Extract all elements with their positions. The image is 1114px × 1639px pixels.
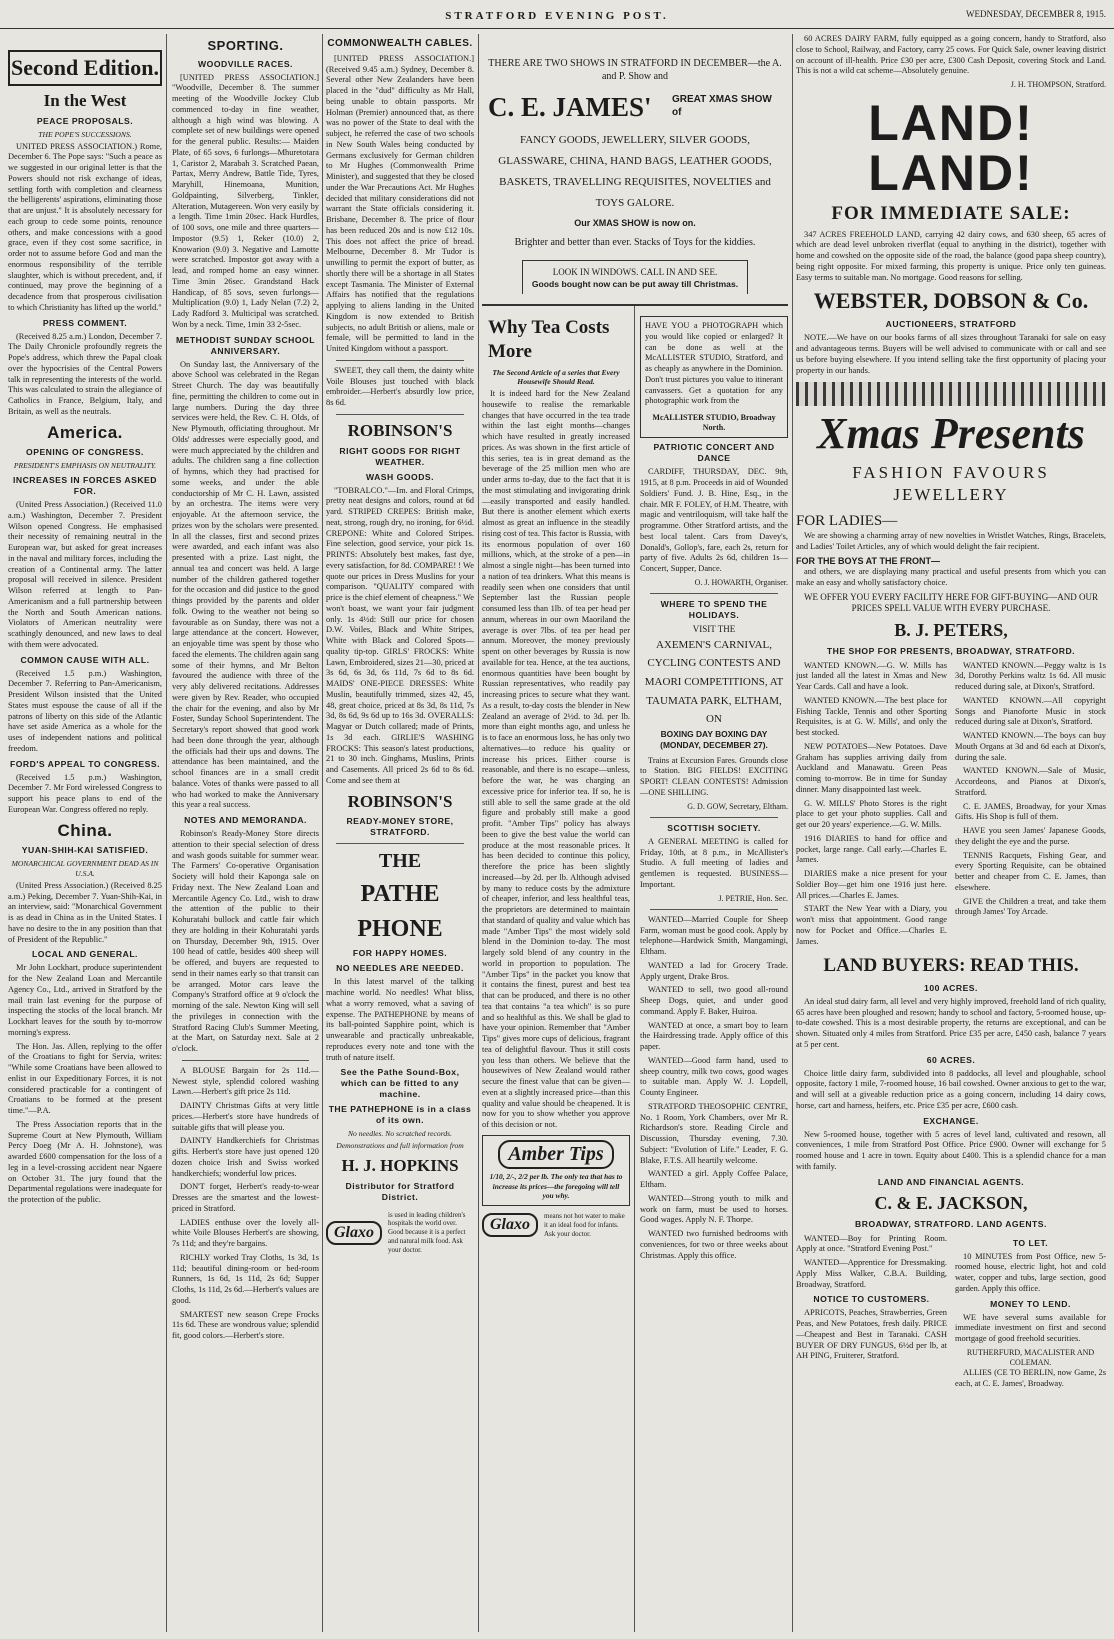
yuan-subheading: MONARCHICAL GOVERNMENT DEAD AS IN U.S.A. — [11, 859, 159, 879]
local-heading: LOCAL AND GENERAL. — [32, 949, 138, 960]
james-ad — [482, 34, 788, 294]
wanted-bedrooms: WANTED two furnished bedrooms with conveniences, for two or three weeks about Christmas. Apply this office. — [640, 1229, 788, 1260]
pathe-heading-2: PATHE — [360, 880, 440, 907]
local-article-3: The Press Association reports that in the Supreme Court at New Plymouth, William Percy Doeg (Mr A. H. Johnstone), was awarded £600 compensation for the loss of a leg in a level-crossing accident near Ngaere on October 31. The jury found that the Departmental regulations were inadequate for the protection of the public. — [8, 1119, 162, 1205]
herbert-ad-crepe: SMARTEST new season Crepe Frocks 11s 6d. These are wondrous value; splendid fit, good colors.—Herbert's store. — [172, 1309, 319, 1341]
note-body: NOTE.—We have on our books farms of all sizes throughout Taranaki for sale on easy and advantageous terms. Buyers will be well advised to communicate with or call and see us before buying elsewhere. If you intend selling take the first opportunity of placing your property in our hands. — [796, 333, 1106, 375]
scottish-heading: SCOTTISH SOCIETY. — [667, 822, 761, 833]
webster-dobson: WEBSTER, DOBSON & Co. — [813, 288, 1089, 314]
immediate-sale: FOR IMMEDIATE SALE: — [831, 203, 1071, 225]
cause-article: (Received 1.5 p.m.) Washington, December 7. Referring to Pan-Americanism, President Wilson insisted that the United States must espouse the cause of all if the patrons of liberty on this side of the Atlantic have set aside America as a whole for the uses of independent nations and political freedom. — [8, 668, 162, 753]
peace-heading: PEACE PROPOSALS. — [36, 115, 134, 126]
acres-60-body: Choice little dairy farm, subdivided into 8 paddocks, all level and ploughable, school opposite, factory 1 mile, 7-roomed house, 16 bail cowshed. Owner anxious to get to the war, and will sell at a giveable reduction price as a going concern, including 14 dairy cows, horse, cart and harness, heifers, etc. Price £35 per acre, £600 cash. — [796, 1068, 1106, 1110]
dixon-waltz: WANTED KNOWN.—Peggy waltz is 1s 3d, Dorothy Perkins waltz 1s 6d. All music reduced during sale, at Dixon's, Stratford. — [955, 660, 1106, 692]
trains-body: Trains at Excursion Fares. Grounds close to Station. BIG FIELDS! EXCITING SPORT! CLEAN CONTESTS! Admission—ONE SHILLING. — [640, 755, 788, 797]
tea-heading: Why Tea Costs More — [488, 317, 610, 363]
small-ads-grid — [796, 661, 1106, 951]
press-article: (Received 8.25 a.m.) London, December 7. The Daily Chronicle profoundly regrets the Pope's address, which threw the Papal cloak over the hypocrisies of the Central Powers talk in representing the interests of the world. This was calculated to strain the allegiance of Catholics in France, Belgium, Italy, and Britain, as well as the neutrals. — [8, 331, 162, 416]
local-article-1: Mr John Lockhart, produce superintendent for the New Zealand Loan and Mercantile Agency Co., Ltd., arrived in Stratford by the mail train last evening for the purpose of inspecting the stocks of the local branch. Mr Lockhart leaves for the south by to-morrow morning's express. — [8, 963, 162, 1037]
holidays-heading: WHERE TO SPEND THE HOLIDAYS. — [660, 599, 768, 621]
pathe-heading-1: THE — [378, 850, 422, 873]
mills-cards: WANTED KNOWN.—G. W. Mills has just landed all the latest in Xmas and New Year Cards. Call and have a look. — [796, 660, 947, 692]
dixon-mouth-organs: WANTED KNOWN.—The boys can buy Mouth Organs at 3d and 6d each at Dixon's, during the sale. — [955, 731, 1106, 762]
wanted-apprentice: WANTED—Apprentice for Dressmaking. Apply Miss Walker, C.B.A. Building, Broadway, Stratford. — [796, 1258, 947, 1289]
wanted-dogs: WANTED to sell, two good all-round Sheep Dogs, quiet, and under good command. Apply F. Baker, Huiroa. — [640, 985, 788, 1016]
robinsons-heading: ROBINSON'S — [347, 420, 453, 440]
divider — [482, 304, 788, 306]
forces-heading: INCREASES IN FORCES ASKED FOR. — [13, 475, 157, 497]
herbert-ad-christmas: DAINTY Christmas Gifts at very little prices.—Herbert's store have hundreds of suitable gifts that will please you. — [172, 1101, 319, 1132]
concert-body: CARDIFF, THURSDAY, DEC. 9th, 1915, at 8 p.m. Proceeds in aid of Wounded Soldiers' Fund. J. B. Hine, Esq., in the chair. MR F. FOLEY, of H.M. Theatre, with magic and ventriloquism, will take half the programme. Other Stratford artists, and the best local talent. Cars from Davey's, Donald's, Gollop's, fare, each 2s, return for party of five. Adults 2s 6d, children 1s—Concert, Supper, Dance. — [640, 467, 788, 574]
small-ads-left — [796, 661, 947, 951]
carnival-title: AXEMEN'S CARNIVAL, CYCLING CONTESTS AND MAORI COMPETITIONS, AT TAUMATA PARK, ELTHAM, ON — [644, 638, 784, 726]
xmas-show-now: Our XMAS SHOW is now on. — [574, 217, 696, 228]
methodist-heading: METHODIST SUNDAY SCHOOL ANNIVERSARY. — [176, 334, 315, 356]
herbert-ad-blouse: A BLOUSE Bargain for 2s 11d.—Newest style, splendid colored washing Lawn.—Herbert's gift price 2s 11d. — [172, 1065, 319, 1097]
xmas-presents-title: Xmas Presents — [817, 409, 1085, 459]
amber-tips-logo: Amber Tips — [498, 1140, 613, 1170]
congress-article: (United Press Association.) (Received 11.0 a.m.) Washington, December 7. President Wilson opened Congress. He emphasised their necessity of remaining neutral in the European war, but asked for great increases in the naval and military forces, including the creation of a Continental army. The latter proposal will received in silence. President Wilson referred at length to Pan-Americanism and a full partnership between the North and South American nations. Violators of American neutrality were scathingly denounced, and new laws to deal with them were advocated. — [8, 500, 162, 649]
herbert-ad-dresses: DON'T forget, Herbert's ready-to-wear Dresses are the smartest and the lowest-priced in Stratford. — [172, 1182, 319, 1213]
robinsons-heading-2: ROBINSON'S — [347, 791, 453, 811]
pathe-subheading: FOR HAPPY HOMES. — [352, 948, 448, 959]
pathe-heading-3: PHONE — [357, 915, 443, 942]
exchange-body: New 5-roomed house, together with 5 acres of level land, cultivated and resown, all conveniences, 1 mile from Stratford Post Office. Price £900. Owner will exchange for 5 roomed house and 1 acre in town. Equity about £400. This is a splendid chance for a man with family. — [796, 1129, 1106, 1171]
boys-heading: FOR THE BOYS AT THE FRONT— — [796, 555, 940, 566]
races-heading: WOODVILLE RACES. — [198, 58, 293, 69]
mills-photo: G. W. MILLS' Photo Stores is the right place to get your photo supplies. Call and get our 20 years' experience.—G. W. Mills. — [796, 798, 947, 830]
jackson-address: BROADWAY, STRATFORD. LAND AGENTS. — [855, 1218, 1047, 1229]
diaries-present: DIARIES make a nice present for your Soldier Boy—get him one 1916 just here. All prices.—Charles E. James. — [796, 869, 947, 900]
dixon-songs: WANTED KNOWN.—All copyright Songs and Pianoforte Music in stock reduced during sale at Dixon's, Stratford. — [955, 695, 1106, 727]
ford-article: (Received 1.5 p.m.) Washington, December 7. Mr Ford wirelessed Congress to support his peace plans to end of the European War. Congress offered no reply. — [8, 772, 162, 814]
notes-article: Robinson's Ready-Money Store directs attention to their special selection of dress and wash goods suitable for summer wear. The Farmers' Co-operative Organisation Society will hold their Kaponga sale on Friday next. The New Zealand Loan and Mercantile Agency Co. Ltd., wish to draw the attention of the public to their Kohuratahi bullock and cattle fair which they are holding in their Kohuratahi yards on Thursday, December 9th, 1915. Over 100 head of cattle, besides 400 sheep will be offered, and buyers are requested to send in their names early so that transit can be arranged. Motor cars leave the Company's Stratford office at 9 o'clock the morning of the sale. Newton King will sell the privileges in connection with the Stratford Racing Club's Summer Meeting, at the Mart, on Saturday next. Sale at 2 o'clock. — [172, 829, 319, 1054]
herbert-ad-voile: LADIES enthuse over the lovely all-white Voile Blouses Herbert's are showing, 7s 11d; and they're bargains. — [172, 1217, 319, 1249]
amber-tips-ad — [482, 1135, 630, 1206]
divider — [182, 1060, 309, 1061]
ah-ping-ad: APRICOTS, Peaches, Strawberries, Green Peas, and New Potatoes, fresh daily. PRICE—Cheapest and Best in Taranaki. CASH BUYER OF DRY FUNGUS, 6½d per lb, at AH PING, Fruiterer, Stratford. — [796, 1308, 947, 1361]
divider — [650, 593, 778, 594]
scottish-body: A GENERAL MEETING is called for Friday, 10th, at 8 p.m., in McAllister's Studio. A full meeting of ladies and gentlemen is requested. BUSINESS—Important. — [640, 836, 788, 889]
put-away-line: Goods bought now can be put away till Christmas. — [531, 278, 739, 289]
no-needles-heading: NO NEEDLES ARE NEEDED. — [336, 963, 464, 974]
look-line: LOOK IN WINDOWS. CALL IN AND SEE. — [552, 267, 718, 278]
bottom-ads-grid — [796, 1234, 1106, 1393]
scottish-signature: J. PETRIE, Hon. Sec. — [718, 893, 788, 903]
ford-heading: FORD'S APPEAL TO CONGRESS. — [9, 758, 161, 769]
peace-subheading: THE POPE'S SUCCESSIONS. — [38, 129, 132, 139]
robinsons-subheading: RIGHT GOODS FOR RIGHT WEATHER. — [339, 445, 461, 467]
james-title-row — [488, 90, 782, 125]
money-signature: RUTHERFURD, MACALISTER AND COLEMAN. — [966, 1347, 1095, 1368]
wanted-printing-boy: WANTED—Boy for Printing Room. Apply at once. "Stratford Evening Post." — [796, 1233, 947, 1254]
bottom-ads-right — [955, 1234, 1106, 1393]
sweet-ad: SWEET, they call them, the dainty white Voile Blouses just touched with black embroider.—Herbert's absurdly low price, 8s 6d. — [326, 365, 474, 408]
wash-goods-heading: WASH GOODS. — [365, 471, 435, 482]
no-scratched-line: No needles. No scratched records. — [347, 1129, 453, 1139]
great-xmas-show: GREAT XMAS SHOW of — [672, 94, 772, 118]
cause-heading: COMMON CAUSE WITH ALL. — [20, 654, 150, 665]
glaxo-ad-text: is used in leading children's hospitals the world over. Good because it is a perfect and natural milk food. Ask your doctor. — [388, 1210, 466, 1255]
acres-100-heading: 100 ACRES. — [924, 982, 978, 993]
divider — [336, 414, 464, 415]
yuan-heading: YUAN-SHIH-KAI SATISFIED. — [21, 845, 149, 856]
herbert-ad-tray-cloths: RICHLY worked Tray Cloths, 1s 3d, 1s 11d; beautiful dining-room or bed-room Runners, 1s 6d, 1s 11d, 2s 6d; Supper Cloths, 1s 11d, 2s 6d.—Herbert's values are good. — [172, 1252, 319, 1305]
holly-banner — [796, 382, 1106, 406]
peace-article: UNITED PRESS ASSOCIATION.) Rome, December 6. The Pope says: "Such a peace as we suggested in our original letter is that the Powers should not risk exchange of ideas, settling forth with completion and clearness the belligerents' aspirations, eliminating those that are unjust." It is absolutely necessary for each group to cede some points, renounce others, and make concessions with a good grace, even if they cost some sacrifice, in order not to assume before God and man the enormous responsibility of the terrible slaughter, which is without precedent, and, if continued, may prove the beginning of a decadence from that prosperous civilisation to which Christianity has lifted up the world." — [8, 141, 162, 312]
bottom-ads-left — [796, 1234, 947, 1393]
land-buyers-heading: LAND BUYERS: READ THIS. — [823, 955, 1079, 977]
photo-ad — [640, 316, 788, 438]
dairy-farm-ad: 60 ACRES DAIRY FARM, fully equipped as a going concern, handy to Stratford, also close to School, Railway, and Factory, carry 25 cows. For Quick Sale, owner leaving district on account of ill-health. Price £30 per acre, £300 Cash Deposit, covering Stock and Land. This is not a wild cat scheme—Absolutely genuine. — [796, 34, 1106, 76]
column-rule — [792, 34, 793, 1632]
column-1 — [8, 34, 162, 1632]
land-body: 347 ACRES FREEHOLD LAND, carrying 42 dairy cows, and 630 sheep, 65 acres of which are dead level unbroken riverflat (equal to anything in the district), together with home and cowshed on the opposite side of the road, the balance (good papa sheep country), being right opposite. For mixed farming, this property is unique. Price only ten guineas. Easy terms to suitable man. No mortgage. Good reasons for selling. — [796, 229, 1106, 282]
boxing-day: BOXING DAY BOXING DAY (MONDAY, DECEMBER 27). — [660, 729, 768, 750]
column-4 — [482, 312, 630, 1632]
dixon-sale: WANTED KNOWN.—Sale of Music, Accordeons, and Pianos at Dixon's, Stratford. — [955, 766, 1106, 797]
wanted-couple: WANTED—Married Couple for Sheep Farm, woman must be good cook. Apply by telephone—Hardwick Smith, Mangamingi, Eltham. — [640, 914, 788, 957]
sporting-heading: SPORTING. — [207, 38, 284, 53]
yuan-article: (United Press Association.) (Received 8.25 a.m.) Peking, December 7. Yuan-Shih-Kai, in an interview, said: "Monarchical Government is as dead in China as in the United States. I have no desire to the in any position than that of President of the Republic." — [8, 880, 162, 944]
brighter-line: Brighter and better than ever. Stacks of Toys for the kiddies. — [514, 237, 756, 249]
in-the-west-heading: In the West — [43, 91, 127, 111]
divider — [650, 817, 778, 818]
dairy-signature: J. H. THOMPSON, Stratford. — [1010, 80, 1106, 89]
amber-tips-prices: 1/10, 2/-, 2/2 per lb. The only tea that has to increase its prices—the foregoing will tell you why. — [489, 1172, 623, 1201]
agents-heading: LAND AND FINANCIAL AGENTS. — [877, 1176, 1025, 1187]
congress-heading: OPENING OF CONGRESS. — [26, 447, 144, 458]
america-heading: America. — [47, 422, 123, 442]
offer-line: WE OFFER YOU EVERY FACILITY HERE FOR GIFT-BUYING—AND OUR PRICES SPELL VALUE WITH EVERY PURCHASE. — [803, 591, 1098, 614]
allies-game: ALLIES (CE TO BERLIN, now Game, 2s each, at C. E. James', Broadway. — [955, 1368, 1106, 1389]
fancy-goods-list: FANCY GOODS, JEWELLERY, SILVER GOODS, GLASSWARE, CHINA, HAND BAGS, LEATHER GOODS, BASKETS, TRAVELLING REQUISITES, NOVELTIES and TOYS GALORE. — [498, 134, 772, 209]
new-potatoes: NEW POTATOES—New Potatoes. Dave Graham has supplies arriving daily from Auckland and Manawatu. Green Peas coming to-morrow. Be in time for Sunday dinner. Many disappointed last week. — [796, 741, 947, 794]
auctioneers: AUCTIONEERS, STRATFORD — [885, 319, 1017, 330]
hopkins-name: H. J. HOPKINS — [341, 1155, 459, 1175]
tennis-racquets: TENNIS Racquets, Fishing Gear, and every Sporting Requisite, can be obtained better and cheaper from C. E. James, than elsewhere. — [955, 850, 1106, 892]
ladies-body: We are showing a charming array of new novelties in Wristlet Watches, Rings, Bracelets, and Ladies' Toilet Articles, any of which would delight the fair recipient. — [796, 531, 1106, 551]
concert-heading: PATRIOTIC CONCERT AND DANCE — [653, 442, 775, 464]
notes-heading: NOTES AND MEMORANDA. — [184, 815, 307, 826]
races-article: [UNITED PRESS ASSOCIATION.] "Woodville, December 8. The summer meeting of the Woodville Jockey Club commenced to-day in fine weather, although a high wind was blowing. A complete set of new buildings were opened for the general public. Results:— Maiden Plate, of 65 sovs, 6 furlongs—Mhuretotara 1, Caristor 2, Marabah 3. Scratched Paean, Partax, Merry Andrew, Battle Tide, Tyres, Maryhill, Hinemoana, Munition, Goldpainting, Silverberg, Tinkler, Alteration, Mutagereen. Won very easily by a length. Time 1min 20sec. Hack Hurdles, of 100 sovs, one mile and three quarters—Impostor (9.5) 1, Reker (10.0) 2, Knowarion (9.0) 3. Negative and Lamotte were scratched. Impostor got away with a lead, and romped home an easy winner. Time 3min 26sec. Grandstand Hack Handicap, of 85 sovs, seven furlongs—Multiplication (9.0) 1, Lady Nelan (7.2) 2, Lady Radford 3. Multicipal was scratched. Won by a neck. Time, 1min 33 2-5sec. — [172, 72, 319, 329]
glaxo-logo: Glaxo — [326, 1221, 382, 1245]
tea-article: It is indeed hard for the New Zealand housewife to realise the remarkable changes that have occurred in the tea trade within the last eight months—changes which have resulted in greatly increased prices. As was shown in the first article of this series, tea is in great demand as the beverage of the 25 million men who are under arms to-day, due to the fact that it is the most stimulating and invigorating drink—easily transported and easily handled. But there is another element which exerts almost as great an influence in the steadily rising cost of tea. This factor is Russia, with its enormous population of over 160 millions, which, at the stroke of a pen—in almost a single night—has been turned into a nation of tea drinkers. What this means is readily seen when one considers that until September last the Russian people consumed less than 1lb. of tea per head per annum, whereas in our own Maoriland the average is over 7lbs. of tea per head per annum. Moreover, the money previously spent on other beverages by Russia is now available for tea. Hence, at the tea auctions, enormous quantities have been bought by Russian representatives, who readily pay increasing prices to secure what they want. As a result, to-day costs the blender in New Zealand an average of 2½d. to 3d. per lb. more than eight months ago, and unless he is to face an enormous loss, he has only two alternatives—to reduce his quality or increase his prices. Either course is reasonable, and there is no escape—unless, before the war, he was charging an excessive price for inferior tea. If so, he is still able to sell the same grade at the old figure and probably still make a good profit. "Amber Tips" policy has always been to give the best value the world can produce at the most reasonable prices. It has been decided to continue this policy, therefore the price has been slightly increased—by 2d. per lb. Although advised by many to reduce costs by the admixture of cheaper, inferior, and less healthful teas, the proprietors are determined to maintain that standard of quality and value which has made "Amber Tips" the most widely sold blend in the Dominion to-day. The most largely sold blend of any country in the world in proportion to population. The "Amber Tips" in the packet you know that it contains the finest, purest and best tea that can be produced, and there is no other tea that contains "a tea which" is so pure and so healthful as this. We shall be glad to have your opinion. Remember that "Amber Tips" gives more cups of delicious, fragrant tea of delightful flavour. Thus it still costs you less than others. We believe that the housewives of New Zealand would rather secure the finest value that can be given—even at a slightly increased price—than this quality and value should be cheapened. It is now for you to show whether you approve of this decision or not. — [482, 389, 630, 1130]
column-6 — [796, 34, 1106, 1632]
divider — [650, 909, 778, 910]
boys-body: and others, we are displaying many practical and useful presents from which you can make an easy and wholly satisfactory choice. — [796, 567, 1106, 587]
divider — [336, 843, 464, 844]
divider — [336, 360, 464, 361]
wanted-youth: WANTED—Strong youth to milk and work on farm, must be used to horses. Good wages. Apply N. F. Thorpe. — [640, 1193, 788, 1225]
for-ladies-heading: FOR LADIES— — [796, 512, 898, 529]
small-ads-right — [955, 661, 1106, 951]
james-japanese: HAVE you seen James' Japanese Goods, they delight the eye and the purse. — [955, 826, 1106, 846]
column-rule — [166, 34, 167, 1632]
toy-arcade: GIVE the Children a treat, and take them through James' Toy Arcade. — [955, 896, 1106, 917]
column-rule — [322, 34, 323, 1632]
class-line: THE PATHEPHONE is in a class of its own. — [328, 1104, 472, 1126]
wanted-girl: WANTED a girl. Apply Coffee Palace, Eltham. — [640, 1169, 788, 1190]
column-3 — [326, 34, 474, 1632]
fashion-favours: FASHION FAVOURS — [852, 463, 1050, 483]
wanted-farm-hand: WANTED—Good farm hand, used to sheep country, milk two cows, good wages to suitable man. Apply W. J. Lopdell, County Engineer. — [640, 1055, 788, 1098]
column-rule — [478, 34, 479, 1632]
studio-name: McALLISTER STUDIO, Broadway North. — [652, 413, 776, 433]
masthead — [0, 0, 1114, 29]
jewellery-heading: JEWELLERY — [893, 485, 1009, 505]
demonstrations-line: Demonstrations and full information from — [336, 1141, 464, 1151]
look-box — [522, 260, 748, 294]
pathe-body: In this latest marvel of the talking machine world. No needles! What bliss, what a worry removed, what a saving of expense. The PATHEPHONE by means of its ball-pointed Sapphire point, which is unwearable and practically unbreakable, reproduces every note and tone with the truth of nature itself. — [326, 977, 474, 1062]
methodist-article: On Sunday last, the Anniversary of the above School was celebrated in the Regan Street Church. The day was beautifully fine, permitting the children to come out in large numbers. During the day three services were held, the Rev. C. H. Olds, of New Plymouth, officiating throughout. Mr Olds' addresses were especially good, and were much appreciated by the children and adults. The children sang a fine collection of hymns, which they had practised for some weeks, and under the able conductorship of Mr C. H. Lawn, assisted by an orchestra. The items were very enjoyable. At the afternoon service, the prizes won by the scholars were presented. In all the classes, first and second prizes were awarded, and each infant was also presented with a prize. Last night, the annual tea and concert was held. A large number of the children gathered together for the occasion and did justice to the good things provided by the parents and older folk. Owing to the weather not being so favourable as on Sunday, there was not a large attendance at the concert. However, an enjoyable time was spent by those who faced the elements. The children again sang some of their hymns, and Mr Belton favoured the audience with three of the very ably delivered recitations. Addresses were given by Rev. Reader, who occupied the chair for the evening, and also by Mr Foster, Sunday School Superintendent. The Secretary's report showed that good work had been done through the year, although the officials had their ups and downs. The attendance has been maintained, and the school finances are in a small credit balance. Votes of thanks were passed to all who had worked to make the Anniversary this year a real success. — [172, 359, 319, 810]
money-body: WE have several sums available for immediate investment on first and second mortgage of good freehold securities. — [955, 1312, 1106, 1344]
cables-article: [UNITED PRESS ASSOCIATION.] (Received 9.45 a.m.) Sydney, December 8. Several other New Zealanders have been placed in the "dud" difficulty as Mr Hall, being unable to obtain passports. Mr Holman (Premier) announced that, as there was no power of the State to deal with the subject, he referred the case of two schools in New South Wales being conducted by Germans exclusively for German children to Mr Hughes (Commonwealth Prime Minister), and suggested that they be closed under the War Precautions Act. Mr Hughes decided that military considerations did not warrant the State officials considering it. Brisbane, December 8. The price of flour has been reduced 20s and is now £12 10s. This does not affect the price of bread. Melbourne, December 8. Mr Tudor is unwilling to permit the export of butter, as shortly there will be a shortage in all States except Tasmania. The Minister of External Affairs has notified that the regulations applying to aliens landing in the United Kingdom is now extended to British subjects, no adult British or aliens, male or female, will be permitted to land in the United Kingdom without a passport. — [326, 53, 474, 354]
wanted-lad: WANTED a lad for Grocery Trade. Apply urgent, Drake Bros. — [640, 960, 788, 981]
column-2 — [172, 34, 319, 1632]
land-heading: LAND! LAND! — [868, 95, 1034, 202]
distributor-line: Distributor for Stratford District. — [345, 1180, 455, 1202]
exchange-heading: EXCHANGE. — [923, 1115, 979, 1126]
newspaper-title: STRATFORD EVENING POST. — [445, 10, 669, 22]
herbert-ad-handkerchiefs: DAINTY Handkerchiefs for Christmas gifts. Herbert's store have just opened 120 dozen choice Irish and Swiss worked handkerchiefs; wonderful low prices. — [172, 1136, 319, 1178]
sound-box-line: See the Pathe Sound-Box, which can be fitted to any machine. — [340, 1067, 460, 1100]
robinsons-ad-body: "TOBRALCO."—Im. and Floral Crimps, pretty neat designs and colors, round at 6d yard. STRIPED CREPES: British make, neat, strong, rough dry, no ironing, for 6½d. CREPONE: White and Colored Stripes. Fine selection, good service, your pick 1s. PRINTS: Absolutely best makes, fast dye, every satisfaction, for 8d. COMPARE! ! We quote our prices in Dress Muslins for your comparison. "QUALITY compared with price is the chief element of cheapness." We won't boast, we want your fair judgment only. 1s 4½d: Still our price for chosen D.W. Voiles, Black and White Stripes, White with Black and Colored Spots—quality tip-top. GIRLS' FROCKS: White Lawn, Embroidered, sizes 21—30, priced at 3s 6d, 6s 3d, 6s 11d, 7s 6d to 8s 6d. MAIDS' ONE-PIECE DRESSES: White Muslin, beautifully trimmed, sizes 42, 45, 48, great choice, priced at 8s 3d, 8s 11d, 7s 3d, 8s 6d, 9s 6d up to 16s 3d. OVERALLS: Magyar or Dutch collared; made of Prints, 1s 3d each. GIRLIE'S WASHING FROCKS: This season's latest productions, 21 to 30 inch. Ginghams, Muslins, Prints and Casements. All priced 2s 6d to 8s 6d. Come and see them at — [326, 485, 474, 785]
china-heading: China. — [57, 820, 113, 840]
start-new-year: START the New Year with a Diary, you won't miss that appointment. Good range now for Pocket and Office.—Charles E. James. — [796, 904, 947, 946]
trains-signature: G. D. GOW, Secretary, Eltham. — [687, 801, 788, 811]
issue-date: WEDNESDAY, DECEMBER 8, 1915. — [965, 9, 1106, 19]
press-heading: PRESS COMMENT. — [42, 317, 128, 328]
congress-subheading: PRESIDENT'S EMPHASIS ON NEUTRALITY. — [13, 461, 157, 471]
column-rule — [634, 306, 635, 1632]
peters-shop: THE SHOP FOR PRESENTS, BROADWAY, STRATFORD. — [826, 645, 1076, 656]
wanted-boy: WANTED at once, a smart boy to learn the Hairdressing trade. Apply office of this paper. — [640, 1020, 788, 1052]
column-5 — [640, 312, 788, 1632]
mills-fishing: WANTED KNOWN.—The best place for Fishing Tackle, Tennis and other Sporting Requisites, is at G. W. Mills', and only the best stocked. — [796, 695, 947, 738]
ready-money-store: READY-MONEY STORE, STRATFORD. — [346, 816, 454, 838]
james-xmas-gifts: C. E. JAMES, Broadway, for your Xmas Gifts. His Shop is full of them. — [955, 801, 1106, 822]
acres-100-body: An ideal stud dairy farm, all level and very highly improved, freehold land of rich quality, 65 acres have been ploughed and resown; handy to school and factory, 5-roomed house, up-to-date cowshed. This is a most desirable property, the returns are exceptional, and can be shown. Situated only 4 miles from Stratford. Price £35 per acre, £450 cash, balance 7 years at 5 per cent. — [796, 996, 1106, 1049]
glaxo-ad — [326, 1211, 474, 1256]
local-article-2: The Hon. Jas. Allen, replying to the offer of the Croatians to fight for Servia, writes: "While some Croatians have been allowed to enlist in our Expeditionary Forces, it is not considered practicable for a contingent of Croatians to be formed at the present time."—P.A. — [8, 1041, 162, 1116]
theosophic-notice: STRATFORD THEOSOPHIC CENTRE, No. 1 Room, York Chambers, over Mr R. Richardson's store. Reading Circle and Discussion, Thursday evening, 7.30. Subject: "Evolution of Life." Leader, F. G. Blake, F.T.S. All heartily welcome. — [640, 1101, 788, 1165]
diaries-1916: 1916 DIARIES to hand for office and pocket, large range. Call early.—Charles E. James. — [796, 833, 947, 865]
glaxo-logo: Glaxo — [482, 1213, 538, 1237]
two-shows-line: THERE ARE TWO SHOWS IN STRATFORD IN DECEMBER—the A. and P. Show and — [488, 58, 782, 82]
to-let-body: 10 MINUTES from Post Office, new 5-roomed house, electric light, hot and cold water, copper and tubs, large section, good garden. Apply this office. — [955, 1251, 1106, 1293]
james-name: C. E. JAMES' — [488, 91, 652, 122]
tea-subheading: The Second Article of a series that Every Housewife Should Read. — [492, 367, 620, 387]
peters-name: B. J. PETERS, — [894, 619, 1008, 640]
second-edition-heading: Second Edition. — [8, 50, 162, 86]
customers-heading: NOTICE TO CUSTOMERS. — [813, 1294, 930, 1305]
glaxo-ad-text: means not hot water to make it an ideal food for infants. Ask your doctor. — [544, 1211, 625, 1238]
money-heading: MONEY TO LEND. — [990, 1298, 1071, 1309]
visit-line: VISIT THE — [692, 624, 736, 635]
jackson-name: C. & E. JACKSON, — [874, 1192, 1028, 1213]
acres-60-heading: 60 ACRES. — [926, 1054, 976, 1065]
glaxo-ad-2 — [482, 1212, 630, 1239]
cables-heading: COMMONWEALTH CABLES. — [327, 38, 473, 49]
concert-signature: O. J. HOWARTH, Organiser. — [694, 577, 788, 587]
to-let-heading: TO LET. — [1012, 1237, 1049, 1248]
photo-ad-body: HAVE YOU a PHOTOGRAPH which you would like copied or enlarged? It can be done as well at the McALLISTER STUDIO, Stratford, and as cheaply as anywhere in the Dominion. Don't trust pictures you value to itinerant canvassers. Get a quotation for any photographic work from the — [645, 321, 783, 406]
